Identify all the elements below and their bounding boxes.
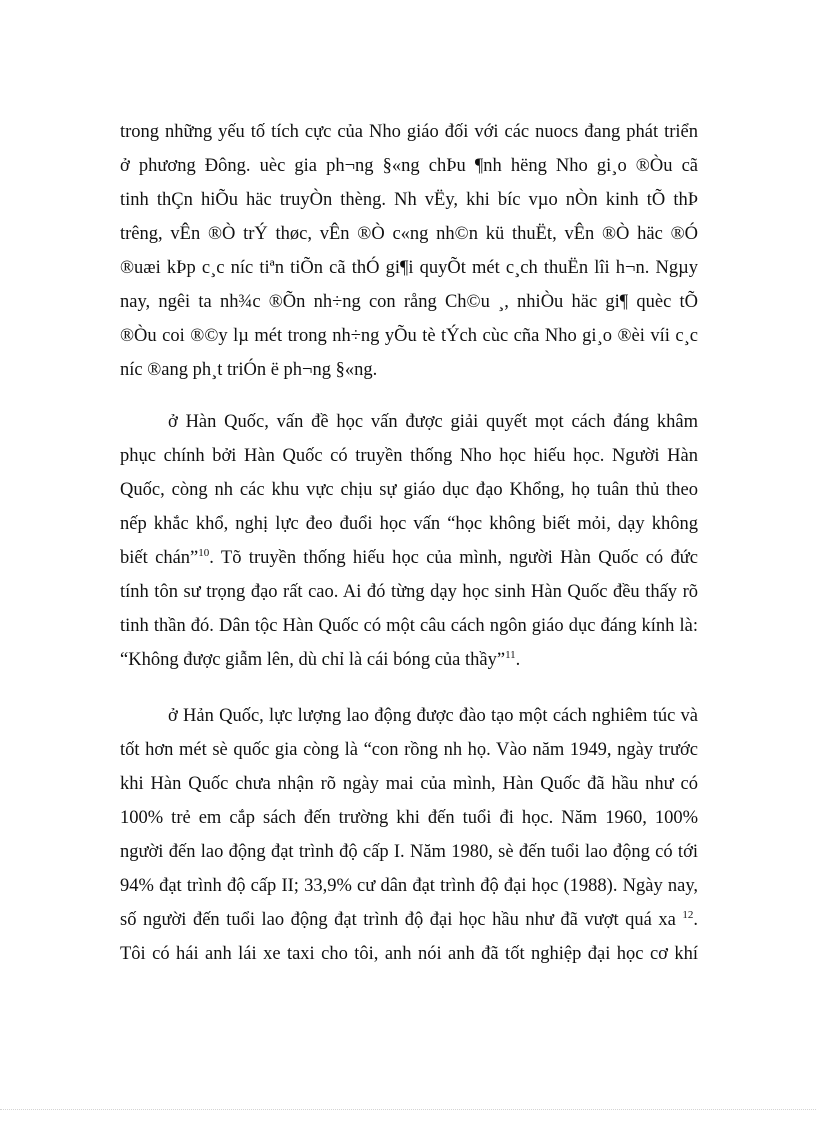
- text-line: [120, 908, 698, 932]
- text-line: 100% trẻ em cắp sách đến trường khi đến tuổi đi học. Năm 1960, 100%: [120, 808, 698, 828]
- text-line: tinh thÇn hiÕu häc truyÒn thèng. Nh vËy, khi bíc vµo nÒn kinh tÕ thÞ: [120, 190, 698, 210]
- page-edge-divider: [0, 1109, 816, 1110]
- text-line: ®uæi kÞp c¸c níc tiªn tiÕn cã thÓ gi¶i quyÕt mét c¸ch thuËn lîi h¬n. Ngµy: [120, 258, 698, 278]
- text-line: ở Hản Quốc, lực lượng lao động được đào tạo một cách nghiêm túc và: [168, 706, 698, 726]
- text-line: 94% đạt trình độ cấp II; 33,9% cư dân đạt trình độ đại học (1988). Ngày nay,: [120, 876, 698, 896]
- text-line: người đến lao động đạt trình độ cấp I. Năm 1980, sè đến tuổi lao động có tới: [120, 842, 698, 862]
- text-line: Tôi có hái anh lái xe taxi cho tôi, anh nói anh đã tốt nghiệp đại học cơ khí: [120, 944, 698, 964]
- text-line: [120, 546, 698, 570]
- footnote-ref: 12: [682, 909, 694, 921]
- text-line: tinh thần đó. Dân tộc Hàn Quốc có một câu cách ngôn giáo dục đáng kính là:: [120, 616, 698, 636]
- text-line: phục chính bởi Hàn Quốc có truyền thống Nho học hiếu học. Người Hàn: [120, 446, 698, 466]
- footnote-ref: 10: [198, 547, 210, 559]
- text-run: .: [693, 910, 698, 930]
- text-line: trêng, vÊn ®Ò trÝ thøc, vÊn ®Ò c«ng nh©n kü thuËt, vÊn ®Ò häc ®Ó: [120, 224, 698, 244]
- text-line: ở phương Đông. uèc gia ph¬ng §«ng chÞu ¶nh hëng Nho gi¸o ®Òu cã: [120, 156, 698, 176]
- text-run: biết chán”: [120, 548, 199, 568]
- text-line: nếp khắc khổ, nghị lực đeo đuổi học vấn “học không biết mỏi, dạy không: [120, 514, 698, 534]
- text-line: tốt hơn mét sè quốc gia còng là “con rồng nh họ. Vào năm 1949, ngày trước: [120, 740, 698, 760]
- text-line: níc ®ang ph¸t triÓn ë ph¬ng §«ng.: [120, 360, 378, 380]
- text-line: [120, 648, 698, 672]
- text-run: .: [515, 650, 521, 670]
- text-line: nay, ngêi ta nh¾c ®Õn nh÷ng con rång Ch©u ¸, nhiÒu häc gi¶ quèc tÕ: [120, 292, 698, 312]
- text-run: “Không được giẫm lên, dù chỉ là cái bóng của thầy”: [120, 650, 506, 670]
- text-run: . Tõ truyền thống hiếu học của mình, người Hàn Quốc có đức: [209, 548, 699, 568]
- text-line: tính tôn sư trọng đạo rất cao. Ai đó từng dạy học sinh Hàn Quốc đều thấy rõ: [120, 582, 698, 602]
- text-line: trong những yếu tố tích cực của Nho giáo đối với các nuocs đang phát triển: [120, 122, 698, 142]
- text-line: ở Hàn Quốc, vấn đề học vấn được giải quyết mọt cách đáng khâm: [168, 412, 698, 432]
- text-line: Quốc, còng nh các khu vực chịu sự giáo dục đạo Khổng, họ tuân thủ theo: [120, 480, 698, 500]
- footnote-ref: 11: [505, 649, 516, 661]
- text-line: ®Òu coi ®©y lµ mét trong nh÷ng yÕu tè tÝch cùc cña Nho gi¸o ®èi víi c¸c: [120, 326, 698, 346]
- text-run: số người đến tuổi lao động đạt trình độ đại học hầu như đã vượt quá xa: [120, 910, 683, 930]
- text-line: khi Hàn Quốc chưa nhận rõ ngày mai của mình, Hàn Quốc đã hầu như có: [120, 774, 698, 794]
